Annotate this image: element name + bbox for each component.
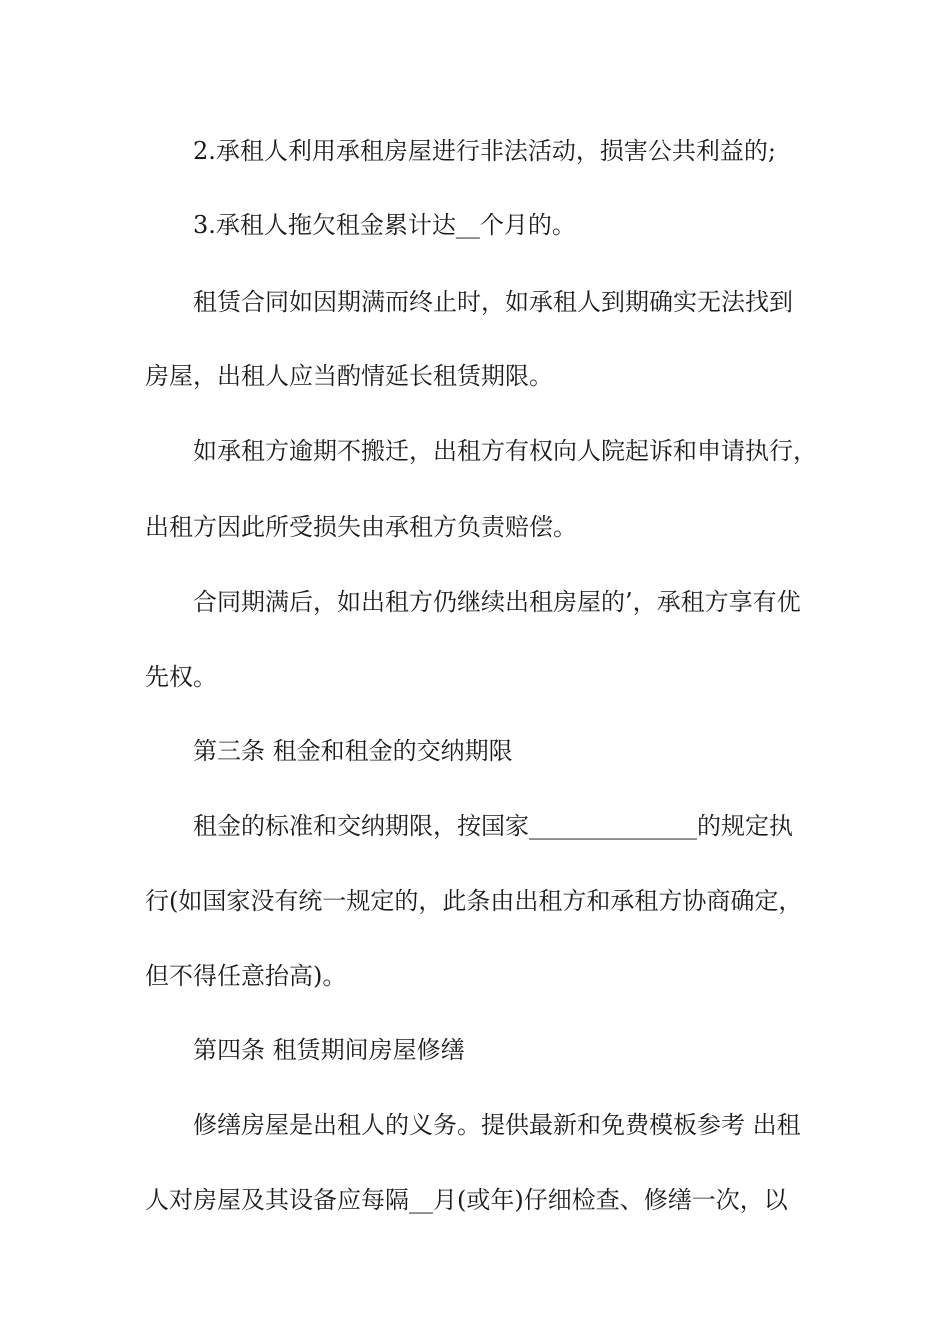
paragraph-line: 先权。: [145, 663, 217, 691]
paragraph-line: 人对房屋及其设备应每隔__月(或年)仔细检查、修缮一次，以: [145, 1186, 788, 1214]
paragraph-line: 修缮房屋是出租人的义务。提供最新和免费模板参考 出租: [193, 1111, 801, 1139]
paragraph-line: 行(如国家没有统一规定的，此条由出租方和承租方协商确定，: [145, 887, 803, 915]
paragraph-line: 3.承租人拖欠租金累计达__个月的。: [193, 211, 576, 239]
paragraph-line: 合同期满后，如出租方仍继续出租房屋的’，承租方享有优: [193, 588, 801, 616]
paragraph-line: 租赁合同如因期满而终止时，如承租人到期确实无法找到: [193, 288, 793, 316]
paragraph-line: 房屋，出租人应当酌情延长租赁期限。: [145, 362, 553, 390]
paragraph-line: 出租方因此所受损失由承租方负责赔偿。: [145, 513, 577, 541]
section-heading: 第四条 租赁期间房屋修缮: [193, 1036, 465, 1064]
section-heading: 第三条 租金和租金的交纳期限: [193, 737, 513, 765]
paragraph-line: 但不得任意抬高)。: [145, 962, 347, 990]
paragraph-line: 租金的标准和交纳期限，按国家______________的规定执: [193, 812, 793, 840]
paragraph-line: 如承租方逾期不搬迁，出租方有权向人院起诉和申请执行，: [193, 437, 817, 465]
paragraph-line: 2.承租人利用承租房屋进行非法活动，损害公共利益的;: [193, 137, 776, 165]
